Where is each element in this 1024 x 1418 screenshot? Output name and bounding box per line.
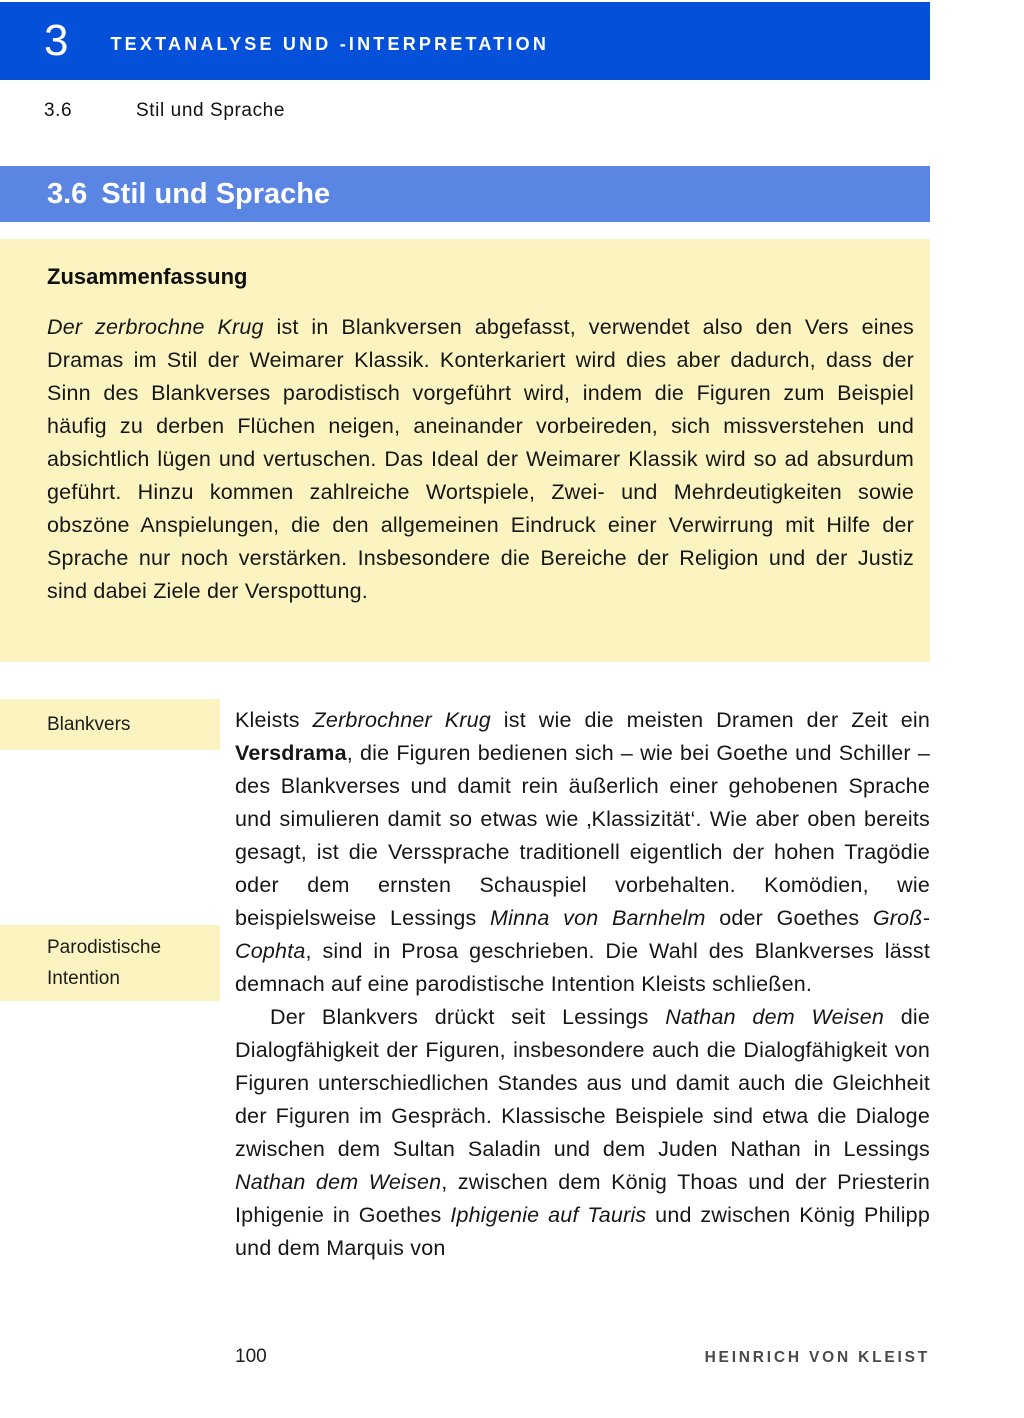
breadcrumb [44, 100, 285, 122]
margin-note-parodistische-intention [0, 925, 220, 1001]
body-text-column [235, 704, 930, 1265]
footer-author: HEINRICH VON KLEIST [704, 1349, 930, 1366]
section-header-bar [0, 166, 930, 222]
summary-paragraph: Der zerbrochne Krug ist in Blankversen abgefasst, verwendet also den Vers eines Dramas im Stil der Weimarer Klassik. Konterkariert wird dies aber dadurch, dass der Sinn des Blankverses parodistisch vorgeführt wird, indem die Figuren zum Beispiel häufig zu derben Flüchen neigen, aneinander vorbeireden, sich missverstehen und absichtlich lügen und vertuschen. Das Ideal der Weimarer Klassik wird so ad absurdum geführt. Hinzu kommen zahlreiche Wortspiele, Zwei- und Mehrdeutigkeiten sowie obszöne Anspielungen, die den allgemeinen Eindruck einer Verwirrung mit Hilfe der Sprache nur noch verstärken. Insbesondere die Bereiche der Religion und der Justiz sind dabei Ziele der Verspottung. [47, 315, 914, 603]
footer-page-number: 100 [235, 1346, 267, 1367]
margin-note-blankvers [0, 699, 220, 750]
summary-box [0, 239, 930, 662]
summary-heading: Zusammenfassung [47, 264, 248, 289]
body-paragraph-blankvers-dialog: Der Blankvers drückt seit Lessings Nathan dem Weisen die Dialogfähigkeit der Figuren, insbesondere auch die Dialogfähigkeit von Figuren unterschiedlichen Standes aus und damit auch die Gleichheit der Figuren im Gespräch. Klassische Beispiele sind etwa die Dialoge zwischen dem Sultan Saladin und dem Juden Nathan in Lessings Nathan dem Weisen, zwischen dem König Thoas und der Priesterin Iphigenie in Goethes Iphigenie auf Tauris und zwischen König Philipp und dem Marquis von [235, 1005, 930, 1260]
breadcrumb-title: Stil und Sprache [136, 100, 286, 121]
margin-note-label: Blankvers [47, 714, 131, 735]
section-number: 3.6 [47, 177, 88, 210]
breadcrumb-number: 3.6 [44, 100, 73, 121]
chapter-title: TEXTANALYSE UND -INTERPRETATION [110, 33, 550, 54]
body-paragraph-versdrama: Kleists Zerbrochner Krug ist wie die meisten Dramen der Zeit ein Versdrama, die Figuren bedienen sich – wie bei Goethe und Schiller – des Blankverses und damit rein äußerlich einer gehobenen Sprache und simulieren damit so etwas wie ‚Klassizität‘. Wie aber oben bereits gesagt, ist die Verssprache traditionell eigentlich der hohen Tragödie oder dem ernsten Schauspiel vorbehalten. Komödien, wie beispielsweise Lessings Minna von Barnhelm oder Goethes Groß-Cophta, sind in Prosa geschrieben. Die Wahl des Blankverses lässt demnach auf eine parodistische Intention Kleists schließen. [235, 708, 930, 996]
section-title: Stil und Sprache [101, 177, 331, 210]
chapter-number: 3 [44, 16, 69, 65]
chapter-header-bar [0, 2, 930, 80]
margin-note-label: Parodistische Intention [47, 937, 162, 989]
